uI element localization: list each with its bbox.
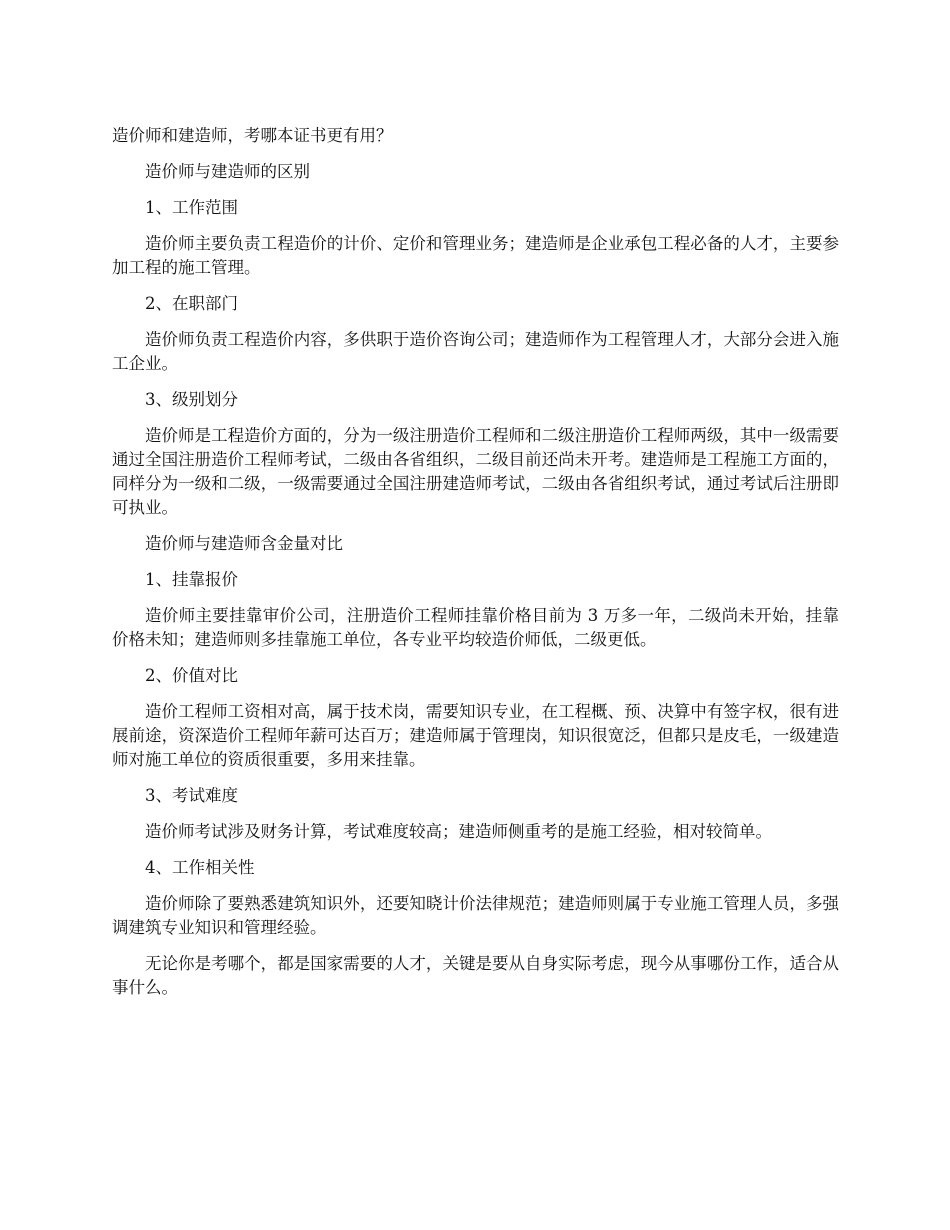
body-paragraph: 造价师主要挂靠审价公司，注册造价工程师挂靠价格目前为 3 万多一年，二级尚未开始，挂靠价格未知；建造师则多挂靠施工单位，各专业平均较造价师低，二级更低。: [112, 606, 839, 649]
body-paragraph: 造价师负责工程造价内容，多供职于造价咨询公司；建造师作为工程管理人才，大部分会进入施工企业。: [112, 330, 839, 373]
body-paragraph: 造价师考试涉及财务计算，考试难度较高；建造师侧重考的是施工经验，相对较简单。: [145, 822, 772, 841]
subsection-heading: 3、考试难度: [145, 786, 238, 805]
subsection-heading: 3、级别划分: [145, 390, 238, 409]
body-paragraph: 造价师主要负责工程造价的计价、定价和管理业务；建造师是企业承包工程必备的人才，主要参加工程的施工管理。: [112, 234, 839, 277]
section-heading: 造价师与建造师的区别: [145, 162, 310, 181]
body-paragraph: 造价师是工程造价方面的，分为一级注册造价工程师和二级注册造价工程师两级，其中一级需要通过全国注册造价工程师考试，二级由各省组织，二级目前还尚未开考。建造师是工程施工方面的，同样分为一级和二级，一级需要通过全国注册建造师考试，二级由各省组织考试，通过考试后注册即可执业。: [112, 426, 839, 517]
subsection-heading: 1、工作范围: [145, 198, 238, 217]
document-body: [112, 124, 839, 1012]
subsection-heading: 2、价值对比: [145, 666, 238, 685]
subsection-heading: 1、挂靠报价: [145, 570, 238, 589]
section-heading: 造价师与建造师含金量对比: [145, 534, 343, 553]
document-title: 造价师和建造师，考哪本证书更有用？: [112, 126, 393, 145]
body-paragraph: 造价师除了要熟悉建筑知识外，还要知晓计价法律规范；建造师则属于专业施工管理人员，多强调建筑专业知识和管理经验。: [112, 894, 839, 937]
conclusion-paragraph: 无论你是考哪个，都是国家需要的人才，关键是要从自身实际考虑，现今从事哪份工作，适合从事什么。: [112, 954, 839, 997]
subsection-heading: 4、工作相关性: [145, 858, 255, 877]
subsection-heading: 2、在职部门: [145, 294, 238, 313]
body-paragraph: 造价工程师工资相对高，属于技术岗，需要知识专业，在工程概、预、决算中有签字权，很有进展前途，资深造价工程师年薪可达百万；建造师属于管理岗，知识很宽泛，但都只是皮毛，一级建造师对施工单位的资质很重要，多用来挂靠。: [112, 702, 839, 769]
